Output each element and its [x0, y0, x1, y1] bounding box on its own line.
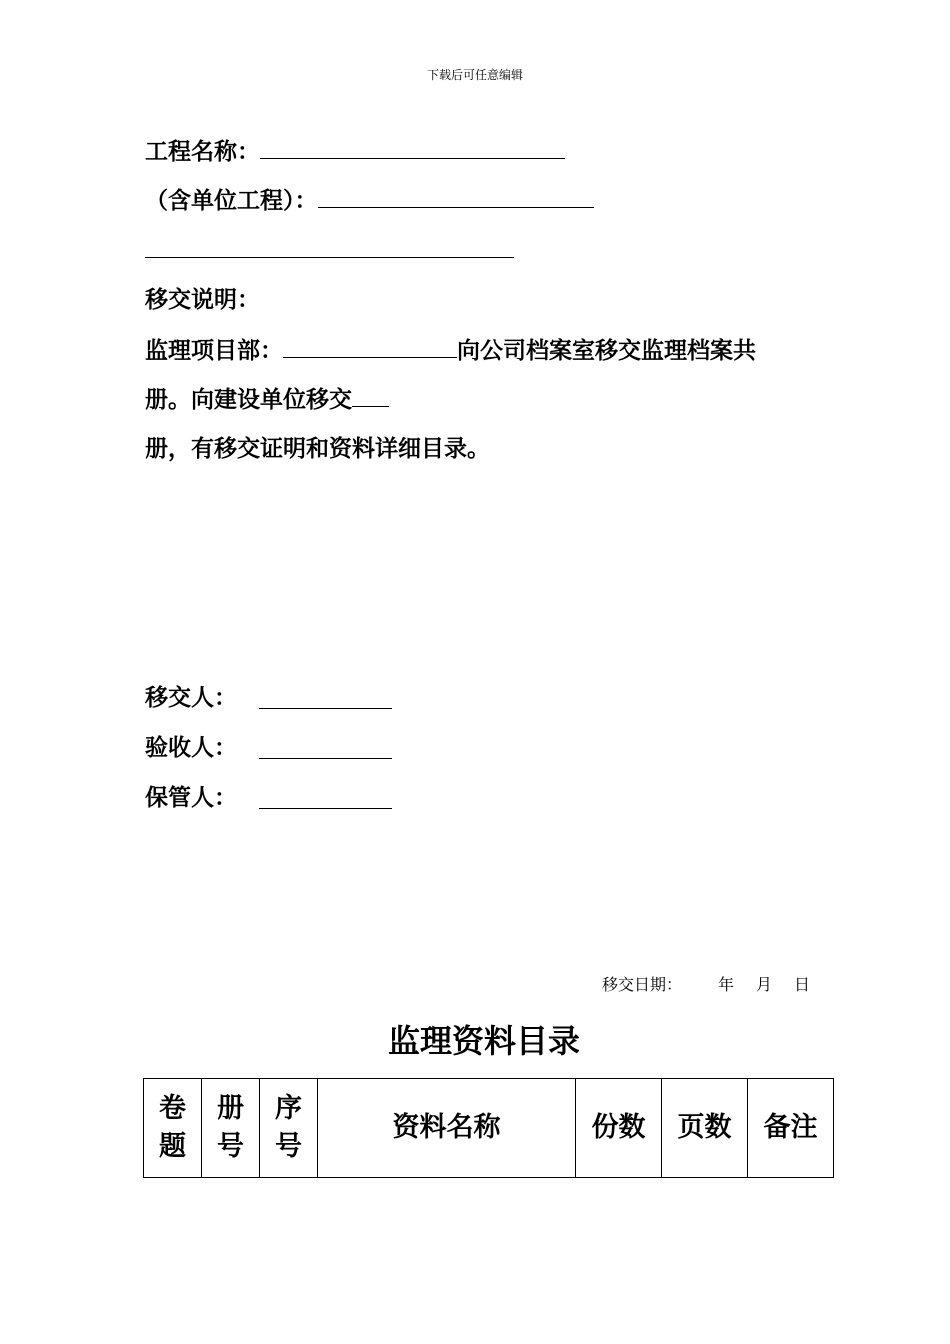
- date-day: 日: [794, 975, 811, 994]
- transferor-blank: [259, 684, 392, 709]
- transfer-note-label: 移交说明：: [145, 286, 260, 313]
- supervision-dept-line: [145, 335, 756, 366]
- catalog-table: [143, 1078, 834, 1178]
- extra-blank-line: [145, 235, 514, 266]
- transfer-line-3: [145, 434, 490, 464]
- unit-project-blank: [318, 185, 594, 208]
- transfer-line-2: [145, 384, 389, 415]
- header-cell-volume-topic: 卷 题: [144, 1079, 202, 1178]
- transfer-text-3: 册，有移交证明和资料详细目录。: [145, 435, 490, 462]
- header-cell-document-name: 资料名称: [318, 1079, 576, 1178]
- project-name-blank: [260, 136, 565, 159]
- keeper-label: 保管人：: [145, 784, 237, 811]
- table-header-row: [144, 1079, 834, 1178]
- header-cell-pages: 页数: [662, 1079, 748, 1178]
- unit-project-label: （含单位工程）：: [145, 187, 318, 214]
- transfer-note-line: [145, 285, 260, 315]
- volume-count-blank: [352, 384, 389, 407]
- keeper-blank: [259, 784, 392, 809]
- header-cell-remarks: 备注: [748, 1079, 834, 1178]
- transfer-text-2: 册。向建设单位移交: [145, 386, 352, 413]
- date-month: 月: [756, 975, 773, 994]
- date-year: 年: [718, 975, 735, 994]
- transferor-label: 移交人：: [145, 684, 237, 711]
- project-name-line: [145, 136, 565, 167]
- receiver-blank: [259, 734, 392, 759]
- header-cell-copies: 份数: [576, 1079, 662, 1178]
- supervision-dept-label: 监理项目部：: [145, 337, 283, 364]
- header-cell-serial-number: 序 号: [260, 1079, 318, 1178]
- header-note: 下载后可任意编辑: [426, 68, 523, 82]
- project-name-label: 工程名称：: [145, 138, 260, 165]
- transfer-date: [602, 972, 810, 995]
- catalog-title: 监理资料目录: [387, 1022, 580, 1060]
- transfer-text-1: 向公司档案室移交监理档案共: [457, 337, 756, 364]
- supervision-dept-blank: [283, 335, 457, 358]
- date-label: 移交日期：: [602, 975, 683, 994]
- receiver-label: 验收人：: [145, 734, 237, 761]
- unit-project-line: [145, 185, 594, 216]
- header-cell-volume-number: 册 号: [202, 1079, 260, 1178]
- extra-blank: [145, 235, 514, 258]
